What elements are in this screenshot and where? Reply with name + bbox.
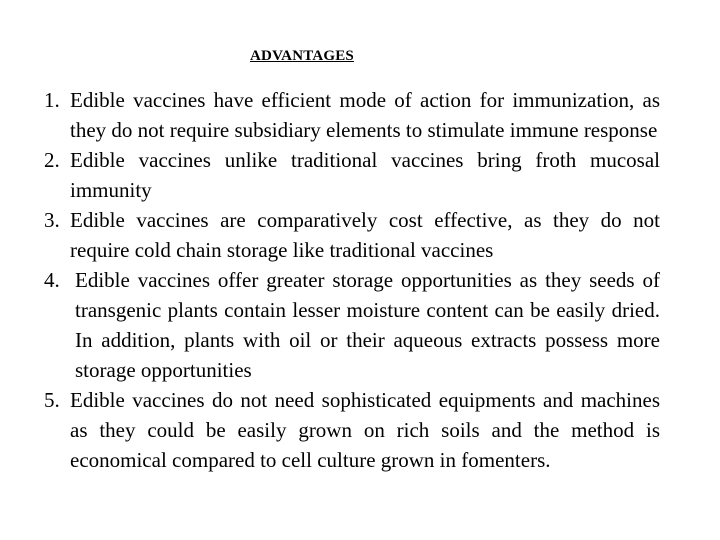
list-item-text: Edible vaccines unlike traditional vaccines bring froth mucosal immunity xyxy=(70,148,660,202)
list-item-number: 2. xyxy=(44,148,60,172)
list-item-text: Edible vaccines offer greater storage opportunities as they seeds of transgenic plants contain lesser moisture content can be easily dried. In addition, plants with oil or their aqueous extracts possess more storage opportunities xyxy=(75,268,660,382)
advantages-list xyxy=(44,85,660,475)
list-item xyxy=(44,265,660,385)
list-item-text: Edible vaccines do not need sophisticated equipments and machines as they could be easily grown on rich soils and the method is economical compared to cell culture grown in fomenters. xyxy=(70,388,660,472)
list-item-text: Edible vaccines have efficient mode of action for immunization, as they do not require subsidiary elements to stimulate immune response xyxy=(70,88,660,142)
list-item xyxy=(44,85,660,145)
list-item xyxy=(44,145,660,205)
section-heading: ADVANTAGES xyxy=(250,48,354,64)
list-item-number: 4. xyxy=(44,268,60,292)
list-item xyxy=(44,385,660,475)
list-item-text: Edible vaccines are comparatively cost effective, as they do not require cold chain storage like traditional vaccines xyxy=(70,208,660,262)
list-item-number: 3. xyxy=(44,208,60,232)
list-item xyxy=(44,205,660,265)
list-item-number: 5. xyxy=(44,388,60,412)
list-item-number: 1. xyxy=(44,88,60,112)
